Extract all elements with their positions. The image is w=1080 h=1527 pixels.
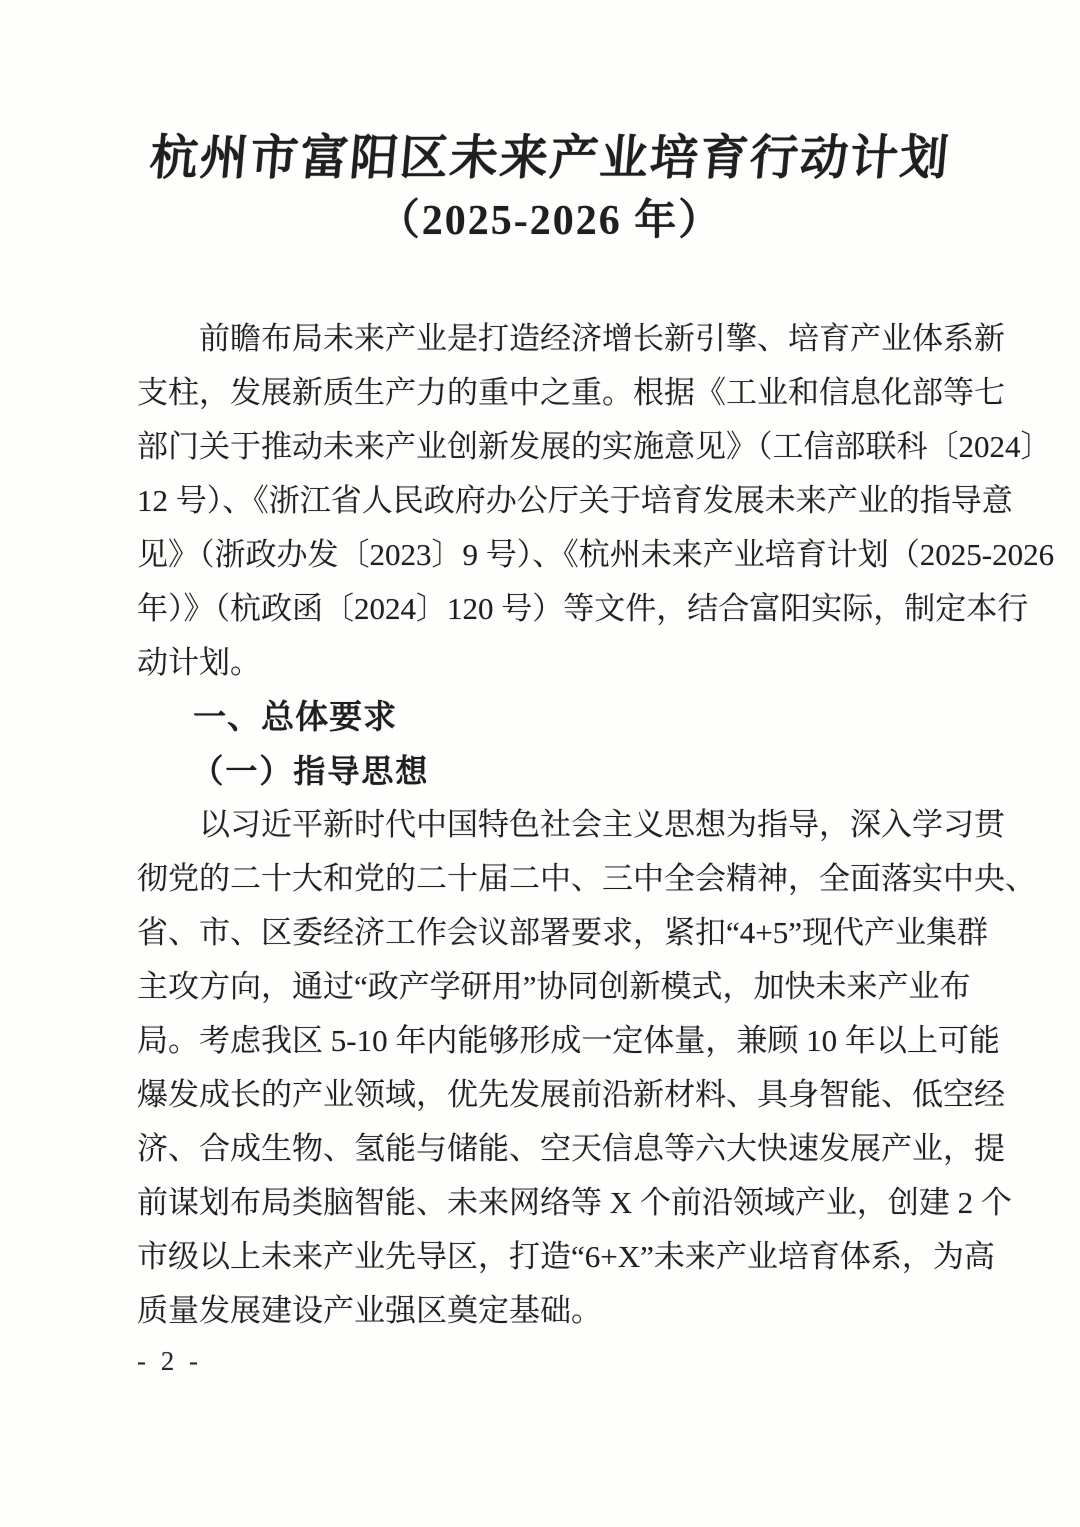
text-line: 12 号）、《浙江省人民政府办公厅关于培育发展未来产业的指导意 [137, 483, 1013, 518]
text-line: 年）》（杭政函〔2024〕120 号）等文件，结合富阳实际，制定本行 [137, 591, 1029, 626]
paragraph-intro [137, 312, 1055, 690]
page-number: - 2 - [137, 1346, 202, 1376]
section-heading: 一、总体要求 [193, 698, 398, 735]
text-line: 见》（浙政办发〔2023〕9 号）、《杭州未来产业培育计划（2025-2026 [137, 537, 1055, 572]
text-line: 省、市、区委经济工作会议部署要求，紧扣“4+5”现代产业集群 [137, 915, 988, 950]
text-line: 市级以上未来产业先导区，打造“6+X”未来产业培育体系，为高 [137, 1239, 995, 1274]
text-line: 支柱，发展新质生产力的重中之重。根据《工业和信息化部等七 [137, 375, 1005, 410]
text-line: 济、合成生物、氢能与储能、空天信息等六大快速发展产业，提 [137, 1131, 1005, 1166]
document-title: 杭州市富阳区未来产业培育行动计划 [147, 132, 953, 185]
paragraph-guiding-ideology [137, 798, 1036, 1338]
text-line: 前瞻布局未来产业是打造经济增长新引擎、培育产业体系新 [199, 321, 1005, 356]
text-line: 主攻方向，通过“政产学研用”协同创新模式，加快未来产业布 [137, 969, 971, 1004]
document-title-block [137, 128, 963, 252]
text-line: 部门关于推动未来产业创新发展的实施意见》（工信部联科〔2024〕 [137, 429, 1052, 464]
text-line: 前谋划布局类脑智能、未来网络等 X 个前沿领域产业，创建 2 个 [137, 1185, 1012, 1220]
text-line: 质量发展建设产业强区奠定基础。 [137, 1293, 602, 1328]
text-line: 彻党的二十大和党的二十届二中、三中全会精神，全面落实中央、 [137, 861, 1036, 896]
text-line: 动计划。 [137, 645, 261, 680]
text-line: 爆发成长的产业领域，优先发展前沿新材料、具身智能、低空经 [137, 1077, 1005, 1112]
text-line: 以习近平新时代中国特色社会主义思想为指导，深入学习贯 [199, 807, 1005, 842]
subsection-heading: （一）指导思想 [191, 753, 430, 789]
document-body [137, 312, 1055, 1338]
document-subtitle: （2025-2026 年） [377, 198, 723, 244]
text-line: 局。考虑我区 5-10 年内能够形成一定体量，兼顾 10 年以上可能 [137, 1023, 1000, 1058]
